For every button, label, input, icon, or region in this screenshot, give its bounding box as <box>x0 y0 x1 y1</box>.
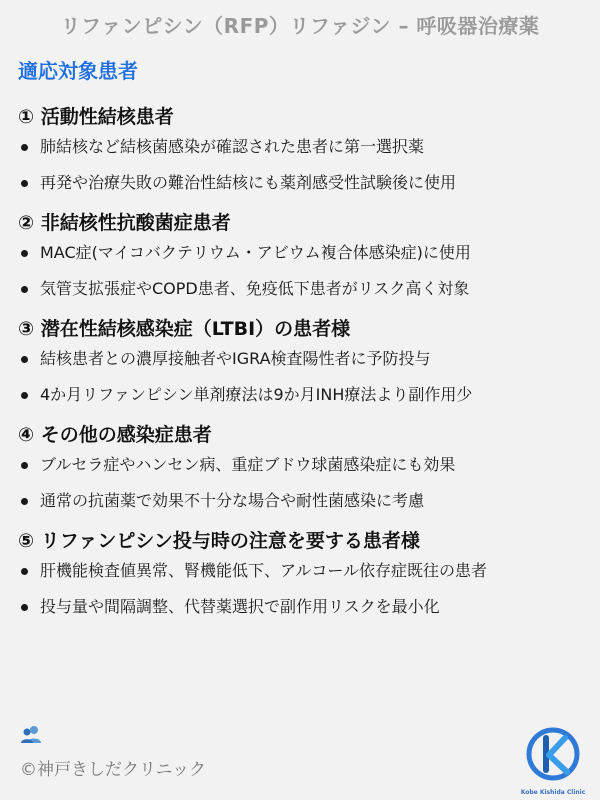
section-heading: ① 活動性結核患者 <box>18 106 174 128</box>
content-list <box>18 102 588 632</box>
list-item-text: ブルセラ症やハンセン病、重症ブドウ球菌感染症にも効果 <box>40 455 456 474</box>
list-item-text: 結核患者との濃厚接触者やIGRA検査陽性者に予防投与 <box>40 349 431 368</box>
list-item <box>18 596 588 618</box>
section-heading: ⑤ リファンピシン投与時の注意を要する患者様 <box>18 530 420 552</box>
people-icon <box>20 724 42 744</box>
bullet-icon <box>21 356 28 363</box>
list-item <box>18 278 588 300</box>
section-heading: ④ その他の感染症患者 <box>18 424 212 446</box>
list-item <box>18 242 588 264</box>
bullet-icon <box>21 286 28 293</box>
list-item-text: 4か月リファンピシン単剤療法は9か月INH療法より副作用少 <box>40 385 473 404</box>
list-item <box>18 348 588 370</box>
bullet-icon <box>21 144 28 151</box>
list-item <box>18 172 588 194</box>
bullet-icon <box>21 250 28 257</box>
list-item <box>18 384 588 406</box>
list-item-text: MAC症(マイコバクテリウム・アビウム複合体感染症)に使用 <box>40 243 471 262</box>
section-other-infections <box>18 420 588 512</box>
copyright-text: ©神戸きしだクリニック <box>20 760 206 780</box>
bullet-icon <box>21 462 28 469</box>
section-caution-patients <box>18 526 588 618</box>
list-item <box>18 560 588 582</box>
section-active-tb <box>18 102 588 194</box>
list-item <box>18 136 588 158</box>
page-title: リファンピシン（RFP）リファジン – 呼吸器治療薬 <box>60 14 540 38</box>
bullet-icon <box>21 392 28 399</box>
bullet-icon <box>21 180 28 187</box>
bullet-icon <box>21 568 28 575</box>
list-item-text: 通常の抗菌薬で効果不十分な場合や耐性菌感染に考慮 <box>40 491 425 510</box>
section-ntm <box>18 208 588 300</box>
list-item-text: 気管支拡張症やCOPD患者、免疫低下患者がリスク高く対象 <box>40 279 470 298</box>
list-item <box>18 454 588 476</box>
bullet-icon <box>21 498 28 505</box>
clinic-logo-icon <box>520 724 586 790</box>
list-item-text: 肝機能検査値異常、腎機能低下、アルコール依存症既往の患者 <box>40 561 488 580</box>
clinic-logo-caption: Kobe Kishida Clinic <box>520 789 586 796</box>
section-heading: ② 非結核性抗酸菌症患者 <box>18 212 231 234</box>
section-heading: ③ 潜在性結核感染症（LTBI）の患者様 <box>18 318 351 340</box>
section-subtitle: 適応対象患者 <box>18 59 138 83</box>
list-item-text: 肺結核など結核菌感染が確認された患者に第一選択薬 <box>40 137 425 156</box>
bullet-icon <box>21 604 28 611</box>
section-ltbi <box>18 314 588 406</box>
list-item-text: 再発や治療失敗の難治性結核にも薬剤感受性試験後に使用 <box>40 173 457 192</box>
list-item-text: 投与量や間隔調整、代替薬選択で副作用リスクを最小化 <box>40 597 440 616</box>
list-item <box>18 490 588 512</box>
